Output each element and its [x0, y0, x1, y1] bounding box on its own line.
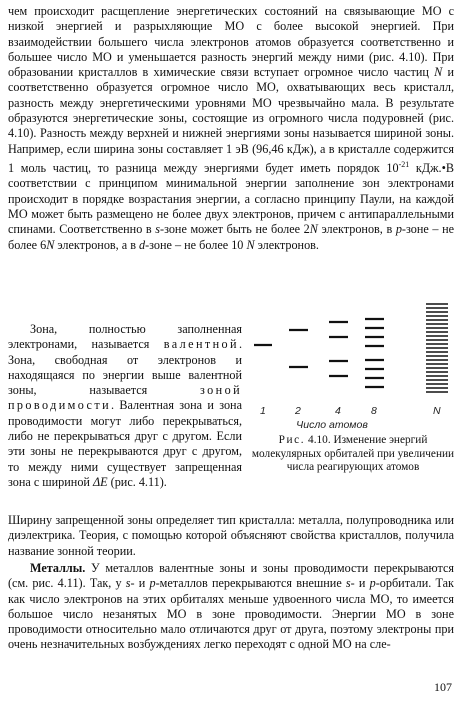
paragraph-bands-intro: чем происходит расщепление энергетических состояний на связывающие МО с низкой энергией и разрыхляющие МО с более высокой энергией. При взаимодействии большего числа электронов атомов образуется соответственно и большее число МО и уменьшается разность энергий между ними (рис. 4.10). При образовании кристаллов в химические связи вступает огромное число частиц N и соответственно образуется огромное число МО, охватывающих весь кристалл, разность между энергетическими уровнями МО чрезвычайно мала. В результате образуются энергетические зоны, состоящие из огромного числа подуровней (рис. 4.10). Разность между верхней и нижней энергиями зоны называется шириной зоны. Например, если ширина зоны составляет 1 эВ (96,46 кДж), а в кристалле содержится 1 моль частиц, то разница между энергиями будет иметь порядок $10^{-21}$ кДж.•В соответствии с принципом минимальной энергии заполнение зон электронами происходит в порядке возрастания энергии, а согласно принципу Паули, на каждой МО может быть размещено не более двух электронов, причем с антипараллельными спинами. Соответственно в s-зоне может быть не более 2N электронов, в p-зоне – не более 6N электронов, а в d-зоне – не более 10 N электронов. — [8, 4, 454, 252]
column-label-2: 2 — [295, 405, 301, 417]
column-label-n: N — [433, 405, 441, 417]
axis-label: Число атомов — [296, 419, 368, 431]
paragraph-valence-band: Зона, полностью заполненная электронами, называется валентной. Зона, свободная от электронов и находящаяся по энергии выше валентной зоны, называется зоной проводимости. Валентная зона и зона проводимости могут либо перекрываться, либо не перекрываться друг с другом. Если эти зоны не перекрываются друг с другом, то между ними существует запрещенная зона с шириной ΔE (рис. 4.11). — [8, 322, 242, 489]
figure-caption: Рис. 4.10. Изменение энергий молекулярных орбиталей при увеличении числа реагирующих атомов — [251, 434, 455, 474]
band-N — [426, 304, 448, 392]
column-label-1: 1 — [260, 405, 266, 417]
column-label-8: 8 — [371, 405, 377, 417]
paragraph-band-gap-continuation: Ширину запрещенной зоны определяет тип кристалла: металла, полупроводника или диэлектрика. Теория, с помощью которой объясняют свойства кристаллов, получила название зонной теории. — [8, 513, 454, 558]
page-number: 107 — [434, 680, 452, 694]
paragraph-metals: Металлы. У металлов валентные зоны и зоны проводимости перекрываются (см. рис. 4.11). Так, у s- и p-металлов перекрываются внешние s- и p-орбитали. Так как число электронов на этих орбиталях меньше удвоенного числа МО, то имеется большое число незанятых МО в зоне проводимости. Энергии МО в зоне проводимости относительно мало отличаются друг от друга, поэтому электроны при очень незначительных возбуждениях легко переходят с одной МО на сле- — [8, 561, 454, 652]
column-label-4: 4 — [335, 405, 341, 417]
